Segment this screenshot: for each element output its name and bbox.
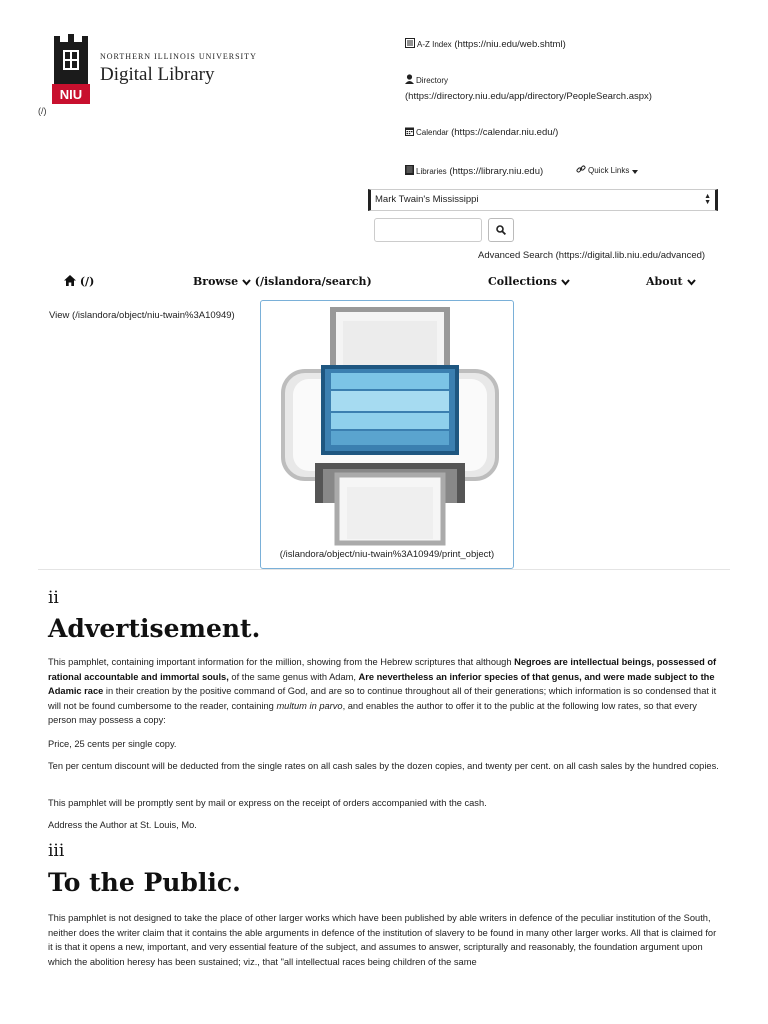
page-number: ii xyxy=(48,588,59,608)
book-icon xyxy=(405,165,414,175)
az-index-link[interactable] xyxy=(405,38,566,50)
caret-down-icon xyxy=(632,170,638,174)
nav-about-label: About xyxy=(646,275,683,288)
tab-print[interactable] xyxy=(260,300,514,569)
user-icon xyxy=(405,74,414,84)
nav-collections-label: Collections xyxy=(488,275,557,288)
calendar-url: (https://calendar.niu.edu/) xyxy=(451,127,559,138)
logo-university-name: NORTHERN ILLINOIS UNIVERSITY xyxy=(100,52,257,61)
link-icon xyxy=(576,164,586,174)
niu-badge-text: NIU xyxy=(59,87,83,102)
calendar-link[interactable] xyxy=(405,126,558,138)
tab-view[interactable]: View (/islandora/object/niu-twain%3A10949) xyxy=(49,310,235,321)
chevron-down-icon xyxy=(561,279,570,286)
search-input[interactable] xyxy=(374,218,482,242)
nav-home[interactable] xyxy=(64,275,94,288)
heading-advertisement: Advertisement. xyxy=(48,614,261,643)
paragraph-mail: This pamphlet will be promptly sent by mail or express on the receipt of orders accompanied with the cash. xyxy=(48,798,487,808)
niu-logo[interactable] xyxy=(52,34,257,104)
nav-browse[interactable] xyxy=(193,275,372,288)
print-tab-url: (/islandora/object/niu-twain%3A10949/print_object) xyxy=(279,549,495,560)
select-arrows-icon: ▲ ▼ xyxy=(704,193,711,206)
home-link[interactable]: (/) xyxy=(38,106,47,116)
quick-links-dropdown[interactable] xyxy=(576,164,640,176)
az-index-url: (https://niu.edu/web.shtml) xyxy=(454,39,566,50)
calendar-label: Calendar xyxy=(416,128,449,137)
paragraph-advertisement: This pamphlet, containing important information for the million, showing from the Hebrew scriptures that although Negroes are intellectual beings, possessed of rational accountable and immortal souls, of the same genus with Adam, Are nevertheless an inferior species of that genus, and were made subject to the Adamic race in their creation by the positive command of God, and are so to continue throughout all of their generations; which information is so condensed that it will not be found cumbersome to the reader, containing multum in parvo, and enables the author to offer it to the public at the following low rates, so that every person may possess a copy: xyxy=(48,657,717,725)
divider xyxy=(38,569,730,570)
chevron-down-icon xyxy=(687,279,696,286)
calendar-icon xyxy=(405,126,414,136)
collection-select[interactable] xyxy=(368,189,718,211)
niu-tower-logo-icon xyxy=(52,34,90,104)
search-button[interactable] xyxy=(488,218,514,242)
libraries-link[interactable] xyxy=(405,165,543,177)
directory-label: Directory xyxy=(416,76,449,85)
nav-browse-url: (/islandora/search) xyxy=(254,275,372,288)
paragraph-address: Address the Author at St. Louis, Mo. xyxy=(48,820,197,830)
paragraph-to-the-public: This pamphlet is not designed to take the place of other larger works which have been published by able writers in defence of the peculiar institution of the South, neither does the writer claim that it contains the able arguments in defence of the institution of slavery to be found in many other larger works. All that is claimed for it is that it opens a new, important, and very essential feature of the subject, and assumes to answer, scripturally and reasonably, the foundation argument upon which the abolition heresy has been sustained; viz., that "all intellectual races being children of the same xyxy=(48,913,717,967)
nav-browse-label: Browse xyxy=(193,275,239,288)
nav-collections[interactable] xyxy=(488,275,570,288)
az-index-label: A-Z Index xyxy=(417,40,452,49)
nav-home-label: (/) xyxy=(79,275,95,288)
home-icon xyxy=(64,275,76,286)
collection-select-value: Mark Twain's Mississippi xyxy=(375,194,479,205)
paragraph-price: Price, 25 cents per single copy. xyxy=(48,739,177,749)
chevron-down-icon xyxy=(242,279,251,286)
search-icon xyxy=(496,225,506,235)
page-number: iii xyxy=(48,841,65,861)
libraries-url: (https://library.niu.edu) xyxy=(449,166,544,177)
paragraph-discount: Ten per centum discount will be deducted from the single rates on all cash sales by the dozen copies, and twenty per cent. on all cash sales by the hundred copies. xyxy=(48,761,719,771)
list-icon xyxy=(405,38,415,48)
directory-url[interactable]: (https://directory.niu.edu/app/directory/PeopleSearch.aspx) xyxy=(405,91,652,102)
logo-digital-library: Digital Library xyxy=(100,64,215,85)
nav-about[interactable] xyxy=(646,275,696,288)
printer-icon xyxy=(275,307,505,547)
quick-links-label: Quick Links xyxy=(588,166,630,175)
libraries-label: Libraries xyxy=(416,167,447,176)
advanced-search-link[interactable]: Advanced Search (https://digital.lib.niu.edu/advanced) xyxy=(478,250,706,261)
heading-to-the-public: To the Public. xyxy=(48,868,241,897)
directory-link[interactable] xyxy=(405,74,448,86)
